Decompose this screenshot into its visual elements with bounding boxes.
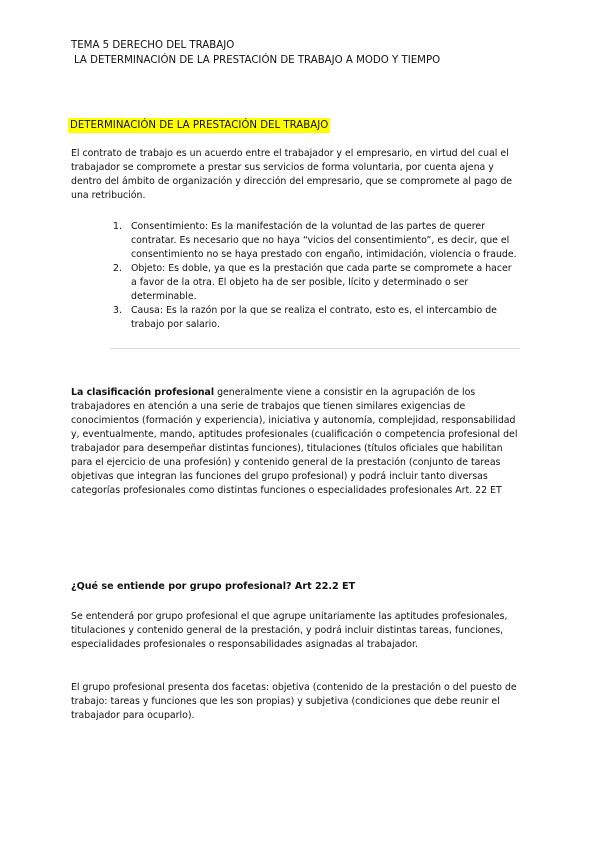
list-item [110, 262, 518, 304]
list-item-number: 1. [113, 221, 122, 232]
list-item-text: Causa: Es la razón por la que se realiza el contrato, esto es, el intercambio de trabajo por salario. [131, 305, 497, 330]
clasificacion-text: generalmente viene a consistir en la agrupación de los trabajadores en atención a una serie de trabajos que tienen similares exigencias de conocimientos (formación y experiencia), iniciativa y autonomía, complejidad, responsabilidad y, eventualmente, mando, aptitudes profesionales (cualificación o competencia profesional del trabajador para desempeñar distintas funciones), titulaciones (títulos oficiales que habilitan para el ejercicio de una profesión) y contenido general de la prestación (conjunto de tareas objetivas que integran las funciones del grupo profesional) y podrá incluir tanto diversas categorías profesionales como distintas funciones o especialidades profesionales Art. 22 ET [71, 387, 518, 496]
list-item-number: 3. [113, 305, 122, 316]
list-item-text: Objeto: Es doble, ya que es la prestación que cada parte se compromete a hacer a favor de la otra. El objeto ha de ser posible, lícito y determinado o ser determinable. [131, 263, 512, 302]
definition-paragraph: Se entenderá por grupo profesional el que agrupe unitariamente las aptitudes profesionales, titulaciones y contenido general de la prestación, y podrá incluir distintas tareas, funciones, especialidades profesionales o responsabilidades asignadas al trabajador. [71, 611, 508, 650]
header-course-title: TEMA 5 DERECHO DEL TRABAJO [71, 40, 235, 51]
header-topic-title: LA DETERMINACIÓN DE LA PRESTACIÓN DE TRABAJO A MODO Y TIEMPO [74, 55, 441, 66]
intro-paragraph: El contrato de trabajo es un acuerdo entre el trabajador y el empresario, en virtud del cual el trabajador se compromete a prestar sus servicios de forma voluntaria, por cuenta ajena y dentro del ámbito de organización y dirección del empresario, que se compromete al pago de una retribución. [71, 148, 513, 201]
clasificacion-term: La clasificación profesional [71, 387, 215, 398]
list-item [110, 220, 518, 262]
horizontal-divider [110, 348, 520, 349]
list-item-text: Consentimiento: Es la manifestación de la voluntad de las partes de querer contratar. Es necesario que no haya “vicios del consentimiento”, es decir, que el consentimiento no se haya prestado con engaño, intimidación, violencia o fraude. [131, 221, 517, 260]
contract-elements-list [110, 220, 518, 332]
list-item-number: 2. [113, 263, 122, 274]
document-header [71, 38, 440, 68]
list-item [110, 304, 518, 332]
clasificacion-paragraph [71, 386, 521, 498]
facetas-paragraph: El grupo profesional presenta dos facetas: objetiva (contenido de la prestación o del puesto de trabajo: tareas y funciones que les son propias) y subjetiva (condiciones que debe reunir el trabajador para ocuparlo). [71, 682, 517, 721]
section-title-highlighted: DETERMINACIÓN DE LA PRESTACIÓN DEL TRABAJO [70, 120, 329, 131]
question-heading: ¿Qué se entiende por grupo profesional? Art 22.2 ET [71, 581, 356, 592]
